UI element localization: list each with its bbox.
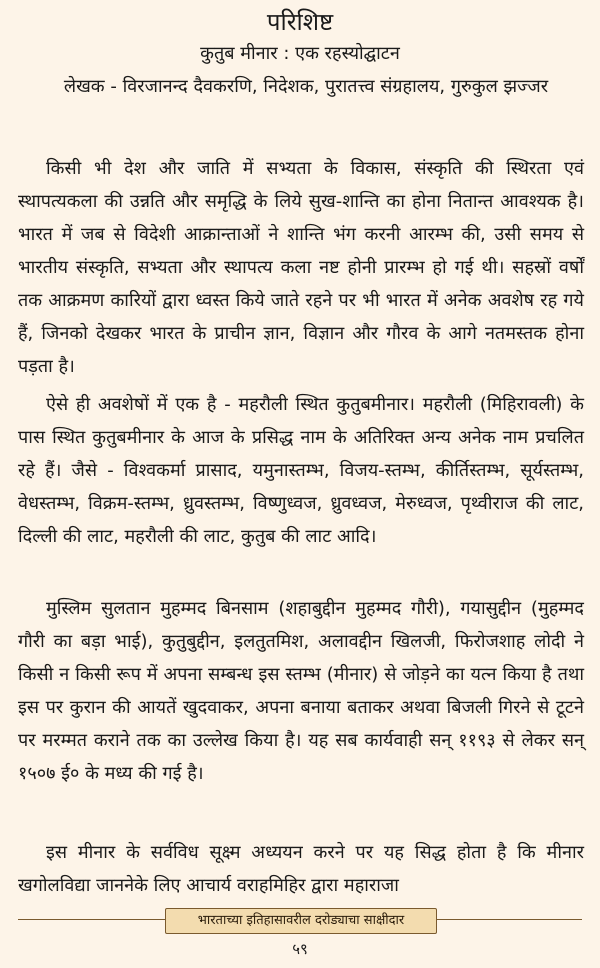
article-subtitle: कुतुब मीनार : एक रहस्योद्घाटन (200, 43, 400, 64)
body-paragraph: इस मीनार के सर्वविध सूक्ष्म अध्ययन करने पर यह सिद्ध होता है कि मीनार खगोलविद्या जाननेके लिए आचार्य वराहमिहिर द्वारा महाराजा (18, 842, 584, 896)
appendix-title: परिशिष्ट (266, 8, 334, 36)
page-number: ५९ (292, 940, 308, 958)
body-paragraph: किसी भी देश और जाति में सभ्यता के विकास, संस्कृति की स्थिरता एवं स्थापत्यकला की उन्नति और समृद्धि के लिये सुख-शान्ति का होना नितान्त आवश्यक है। भारत में जब से विदेशी आक्रान्ताओं ने शान्ति भंग करनी आरम्भ की, उसी समय से भारतीय संस्कृति, सभ्यता और स्थापत्य कला नष्ट होनी प्रारम्भ हो गई थी। सहस्रों वर्षों तक आक्रमण कारियों द्वारा ध्वस्त किये जाते रहने पर भी भारत में अनेक अवशेष रह गये हैं, जिनको देखकर भारत के प्राचीन ज्ञान, विज्ञान और गौरव के आगे नतमस्तक होना पड़ता है। (18, 158, 584, 377)
body-paragraph: ऐसे ही अवशेषों में एक है - महरौली स्थित कुतुबमीनार। महरौली (मिहिरावली) के पास स्थित कुतुबमीनार के आज के प्रसिद्ध नाम के अतिरिक्त अन्य अनेक नाम प्रचलित रहे हैं। जैसे - विश्वकर्मा प्रासाद, यमुनास्तम्भ, विजय-स्तम्भ, कीर्तिस्तम्भ, सूर्यस्तम्भ, वेधस्तम्भ, विक्रम-स्तम्भ, ध्रुवस्तम्भ, विष्णुध्वज, ध्रुवध्वज, मेरुध्वज, पृथ्वीराज की लाट, दिल्ली की लाट, महरौली की लाट, कुतुब की लाट आदि। (18, 394, 584, 547)
footer-banner: भारताच्या इतिहासावरील दरोड्याचा साक्षीदार (165, 908, 437, 934)
author-line: लेखक - विरजानन्द दैवकरणि, निदेशक, पुरातत्त्व संग्रहालय, गुरुकुल झज्जर (63, 76, 549, 97)
body-paragraph: मुस्लिम सुलतान मुहम्मद बिनसाम (शहाबुद्दीन मुहम्मद गौरी), गयासुद्दीन (मुहम्मद गौरी का बड़ा भाई), कुतुबुद्दीन, इलतुतमिश, अलावद्दीन खिलजी, फिरोजशाह लोदी ने किसी न किसी रूप में अपना सम्बन्ध इस स्तम्भ (मीनार) से जोड़ने का यत्न किया है तथा इस पर कुरान की आयतें खुदवाकर, अपना बनाया बताकर अथवा बिजली गिरने से टूटने पर मरम्मत कराने तक का उल्लेख किया है। यह सब कार्यवाही सन् ११९३ से लेकर सन् १५०७ ई० के मध्य की गई है। (18, 598, 584, 784)
